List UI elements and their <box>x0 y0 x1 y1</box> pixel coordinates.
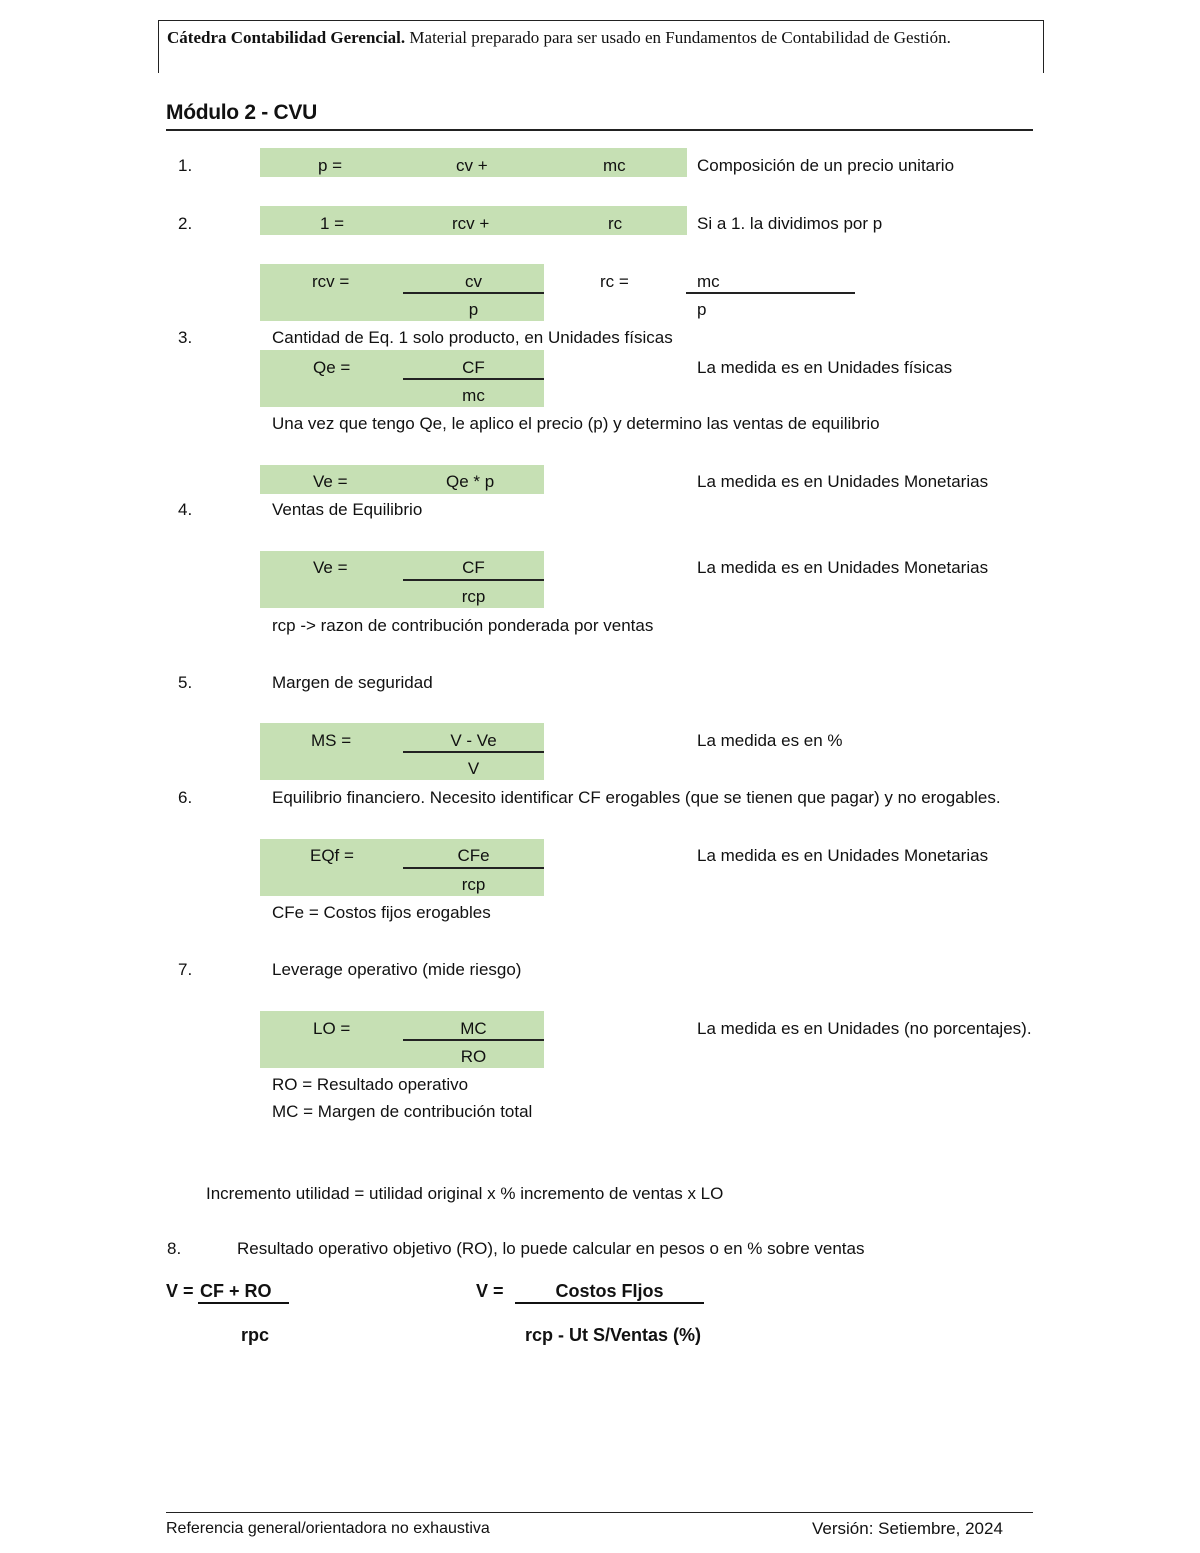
section-7-note-mc: MC = Margen de contribución total <box>272 1102 533 1121</box>
formula-eqf-description: La medida es en Unidades Monetarias <box>697 846 989 865</box>
fraction-bar-eqf <box>403 867 544 869</box>
formula-eqf-numerator: CFe <box>457 846 490 865</box>
section-7-intro: Leverage operativo (mide riesgo) <box>272 960 522 979</box>
fraction-bar-v2 <box>515 1302 704 1304</box>
formula-v1-numerator: CF + RO <box>200 1281 272 1301</box>
formula-v2-numerator: Costos FIjos <box>555 1281 664 1301</box>
fraction-bar-ve-2 <box>403 579 544 581</box>
formula-ve-2-numerator: CF <box>462 558 485 577</box>
formula-eqf-lhs: EQf = <box>310 846 354 865</box>
item-number-6: 6. <box>178 788 193 807</box>
formula-2-term-rc: rc <box>608 214 623 233</box>
formula-1-term-cv: cv + <box>456 156 488 175</box>
formula-2-lhs: 1 = <box>320 214 345 233</box>
fraction-bar-ms <box>403 751 544 753</box>
formula-rcv-denominator: p <box>468 300 479 319</box>
section-7-note-ro: RO = Resultado operativo <box>272 1075 469 1094</box>
formula-v1-lhs: V = <box>166 1281 194 1301</box>
formula-rc-numerator: mc <box>697 272 720 291</box>
formula-v2-lhs: V = <box>476 1281 504 1301</box>
formula-1-description: Composición de un precio unitario <box>697 156 955 175</box>
item-number-8: 8. <box>167 1239 182 1258</box>
section-3-note: Una vez que tengo Qe, le aplico el precio (p) y determino las ventas de equilibrio <box>272 414 880 433</box>
formula-1-lhs: p = <box>318 156 343 175</box>
item-number-5: 5. <box>178 673 193 692</box>
section-4-note: rcp -> razon de contribución ponderada por ventas <box>272 616 654 635</box>
section-6-intro: Equilibrio financiero. Necesito identificar CF erogables (que se tienen que pagar) y no erogables. <box>272 788 1001 807</box>
formula-2-term-rcv: rcv + <box>452 214 490 233</box>
header-text <box>167 26 1033 49</box>
formula-qe-description: La medida es en Unidades físicas <box>697 358 953 377</box>
formula-2-description: Si a 1. la dividimos por p <box>697 214 883 233</box>
item-number-1: 1. <box>178 156 193 175</box>
formula-v2-denominator: rcp - Ut S/Ventas (%) <box>525 1325 702 1345</box>
formula-ms-numerator: V - Ve <box>450 731 497 750</box>
formula-ve-2-description: La medida es en Unidades Monetarias <box>697 558 989 577</box>
item-number-7: 7. <box>178 960 193 979</box>
item-number-2: 2. <box>178 214 193 233</box>
fraction-bar-rc <box>686 292 855 294</box>
fraction-bar-v1 <box>198 1302 289 1304</box>
formula-box-ve-1 <box>260 465 544 494</box>
item-number-3: 3. <box>178 328 193 347</box>
formula-ms-description: La medida es en % <box>697 731 843 750</box>
formula-rc-lhs: rc = <box>600 272 629 291</box>
formula-ve-1-rhs: Qe * p <box>446 472 495 491</box>
item-number-4: 4. <box>178 500 193 519</box>
formula-eqf-denominator: rcp <box>461 875 486 894</box>
footer-version: Versión: Setiembre, 2024 <box>812 1519 1003 1538</box>
formula-ms-denominator: V <box>467 759 480 778</box>
formula-rcv-lhs: rcv = <box>312 272 350 291</box>
header-description: Material preparado para ser usado en Fundamentos de Contabilidad de Gestión. <box>405 28 951 47</box>
formula-qe-lhs: Qe = <box>313 358 351 377</box>
title-rule <box>166 129 1033 131</box>
formula-lo-description: La medida es en Unidades (no porcentajes). <box>697 1019 1032 1038</box>
formula-qe-numerator: CF <box>462 358 485 377</box>
section-3-intro: Cantidad de Eq. 1 solo producto, en Unidades físicas <box>272 328 673 347</box>
fraction-bar-rcv <box>403 292 544 294</box>
formula-lo-numerator: MC <box>460 1019 487 1038</box>
formula-rc-denominator: p <box>697 300 707 319</box>
formula-lo-lhs: LO = <box>313 1019 351 1038</box>
section-6-note: CFe = Costos fijos erogables <box>272 903 491 922</box>
formula-rcv-numerator: cv <box>465 272 482 291</box>
formula-ve-2-denominator: rcp <box>461 587 486 606</box>
formula-v1-denominator: rpc <box>241 1325 270 1345</box>
increment-utility-formula: Incremento utilidad = utilidad original x % incremento de ventas x LO <box>206 1184 724 1203</box>
fraction-bar-lo <box>403 1039 544 1041</box>
section-4-intro: Ventas de Equilibrio <box>272 500 423 519</box>
formula-lo-denominator: RO <box>460 1047 487 1066</box>
formula-qe-denominator: mc <box>462 386 485 405</box>
fraction-bar-qe <box>403 378 544 380</box>
formula-ve-1-lhs: Ve = <box>313 472 348 491</box>
page-title: Módulo 2 - CVU <box>166 101 317 124</box>
section-8-intro: Resultado operativo objetivo (RO), lo puede calcular en pesos o en % sobre ventas <box>237 1239 865 1258</box>
formula-1-term-mc: mc <box>603 156 626 175</box>
formula-ve-2-lhs: Ve = <box>313 558 348 577</box>
section-5-intro: Margen de seguridad <box>272 673 433 692</box>
formula-ve-1-description: La medida es en Unidades Monetarias <box>697 472 989 491</box>
footer-left: Referencia general/orientadora no exhaustiva <box>166 1520 490 1537</box>
footer-rule <box>166 1512 1033 1513</box>
header-course: Cátedra Contabilidad Gerencial. <box>167 28 406 47</box>
formula-ms-lhs: MS = <box>311 731 352 750</box>
